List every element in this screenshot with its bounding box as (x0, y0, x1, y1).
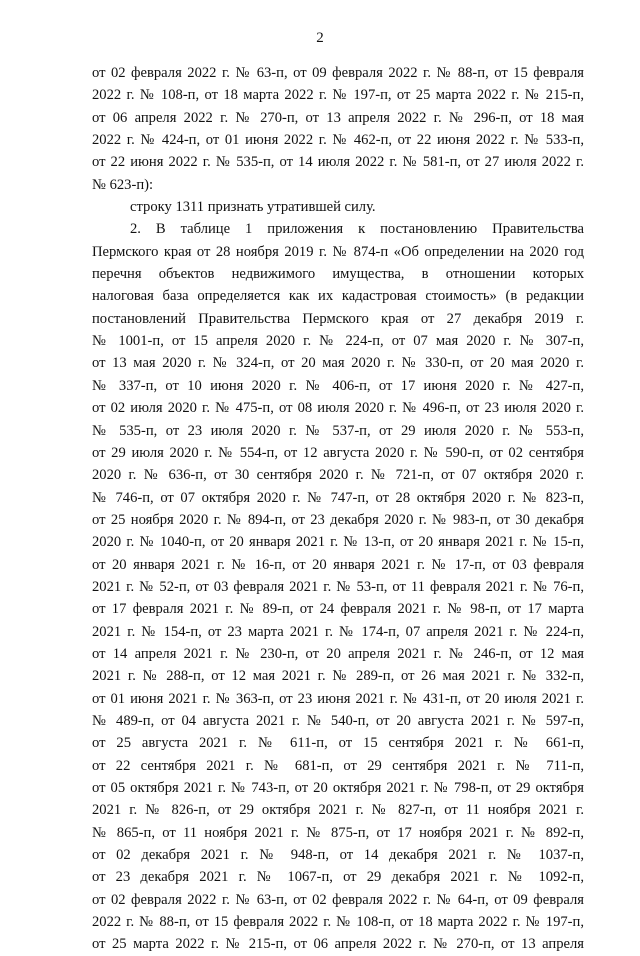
text-line: от 17 февраля 2021 г. № 89-п, от 24 февраля 2021 г. № 98-п, от 17 марта (92, 601, 584, 618)
text-line: от 06 апреля 2022 г. № 270-п, от 13 апреля 2022 г. № 296-п, от 18 мая (92, 109, 584, 126)
text-line: постановлений Правительства Пермского края от 27 декабря 2019 г. (92, 310, 584, 327)
text-line: 2021 г. № 52-п, от 03 февраля 2021 г. № 53-п, от 11 февраля 2021 г. № 76-п, (92, 578, 584, 595)
text-line: № 337-п, от 10 июня 2020 г. № 406-п, от 17 июня 2020 г. № 427-п, (92, 377, 584, 394)
text-line: от 25 августа 2021 г. № 611-п, от 15 сентября 2021 г. № 661-п, (92, 735, 584, 752)
text-line: от 02 февраля 2022 г. № 63-п, от 02 февраля 2022 г. № 64-п, от 09 февраля (92, 891, 584, 908)
body-text (92, 62, 584, 956)
page-number: 2 (316, 30, 324, 46)
text-line: от 02 декабря 2021 г. № 948-п, от 14 декабря 2021 г. № 1037-п, (92, 847, 584, 864)
text-line: от 01 июня 2021 г. № 363-п, от 23 июня 2021 г. № 431-п, от 20 июля 2021 г. (92, 690, 584, 707)
text-line: от 25 ноября 2020 г. № 894-п, от 23 декабря 2020 г. № 983-п, от 30 декабря (92, 511, 584, 528)
text-line: от 23 декабря 2021 г. № 1067-п, от 29 декабря 2021 г. № 1092-п, (92, 869, 584, 886)
text-line: № 489-п, от 04 августа 2021 г. № 540-п, от 20 августа 2021 г. № 597-п, (92, 712, 584, 729)
text-line: от 20 января 2021 г. № 16-п, от 20 января 2021 г. № 17-п, от 03 февраля (92, 556, 584, 573)
text-line: от 22 июня 2022 г. № 535-п, от 14 июля 2022 г. № 581-п, от 27 июля 2022 г. (92, 154, 584, 171)
text-line: 2022 г. № 108-п, от 18 марта 2022 г. № 197-п, от 25 марта 2022 г. № 215-п, (92, 87, 584, 104)
text-line: 2020 г. № 1040-п, от 20 января 2021 г. № 13-п, от 20 января 2021 г. № 15-п, (92, 534, 584, 551)
text-line: от 25 марта 2022 г. № 215-п, от 06 апреля 2022 г. № 270-п, от 13 апреля (92, 936, 584, 953)
text-line: 2022 г. № 88-п, от 15 февраля 2022 г. № 108-п, от 18 марта 2022 г. № 197-п, (92, 914, 584, 931)
text-line: от 02 февраля 2022 г. № 63-п, от 09 февраля 2022 г. № 88-п, от 15 февраля (92, 65, 584, 81)
text-line: от 13 мая 2020 г. № 324-п, от 20 мая 2020 г. № 330-п, от 20 мая 2020 г. (92, 355, 584, 372)
text-line: 2022 г. № 424-п, от 01 июня 2022 г. № 462-п, от 22 июня 2022 г. № 533-п, (92, 132, 584, 149)
paragraph-repeal (92, 196, 584, 218)
text-line: от 05 октября 2021 г. № 743-п, от 20 октября 2021 г. № 798-п, от 29 октября (92, 780, 584, 796)
text-line: от 29 июля 2020 г. № 554-п, от 12 августа 2020 г. № 590-п, от 02 сентября (92, 444, 584, 461)
text-line: 2020 г. № 636-п, от 30 сентября 2020 г. № 721-п, от 07 октября 2020 г. (92, 467, 584, 484)
text-line: № 535-п, от 23 июля 2020 г. № 537-п, от 29 июля 2020 г. № 553-п, (92, 422, 584, 439)
text-line: № 1001-п, от 15 апреля 2020 г. № 224-п, от 07 мая 2020 г. № 307-п, (92, 333, 584, 350)
text-line: Пермского края от 28 ноября 2019 г. № 874-п «Об определении на 2020 год (92, 243, 584, 260)
text-line: № 623-п): (92, 176, 154, 193)
paragraph-item-2 (92, 218, 584, 955)
text-line: от 02 июля 2020 г. № 475-п, от 08 июля 2020 г. № 496-п, от 23 июля 2020 г. (92, 400, 584, 417)
text-line: перечня объектов недвижимого имущества, в отношении которых (92, 266, 584, 283)
text-line: № 865-п, от 11 ноября 2021 г. № 875-п, от 17 ноября 2021 г. № 892-п, (92, 824, 584, 841)
text-line: 2. В таблице 1 приложения к постановлению Правительства (130, 221, 584, 238)
text-line: 2021 г. № 154-п, от 23 марта 2021 г. № 174-п, 07 апреля 2021 г. № 224-п, (92, 623, 584, 640)
text-line: № 746-п, от 07 октября 2020 г. № 747-п, от 28 октября 2020 г. № 823-п, (92, 489, 584, 506)
text-line: строку 1311 признать утратившей силу. (130, 199, 376, 216)
text-line: 2021 г. № 288-п, от 12 мая 2021 г. № 289-п, от 26 мая 2021 г. № 332-п, (92, 668, 584, 685)
text-line: 2021 г. № 826-п, от 29 октября 2021 г. № 827-п, от 11 ноября 2021 г. (92, 802, 584, 819)
text-line: налоговая база определяется как их кадастровая стоимость» (в редакции (92, 288, 584, 305)
paragraph-continuation (92, 62, 584, 196)
text-line: от 22 сентября 2021 г. № 681-п, от 29 сентября 2021 г. № 711-п, (92, 757, 584, 774)
text-line: от 14 апреля 2021 г. № 230-п, от 20 апреля 2021 г. № 246-п, от 12 мая (92, 645, 584, 662)
